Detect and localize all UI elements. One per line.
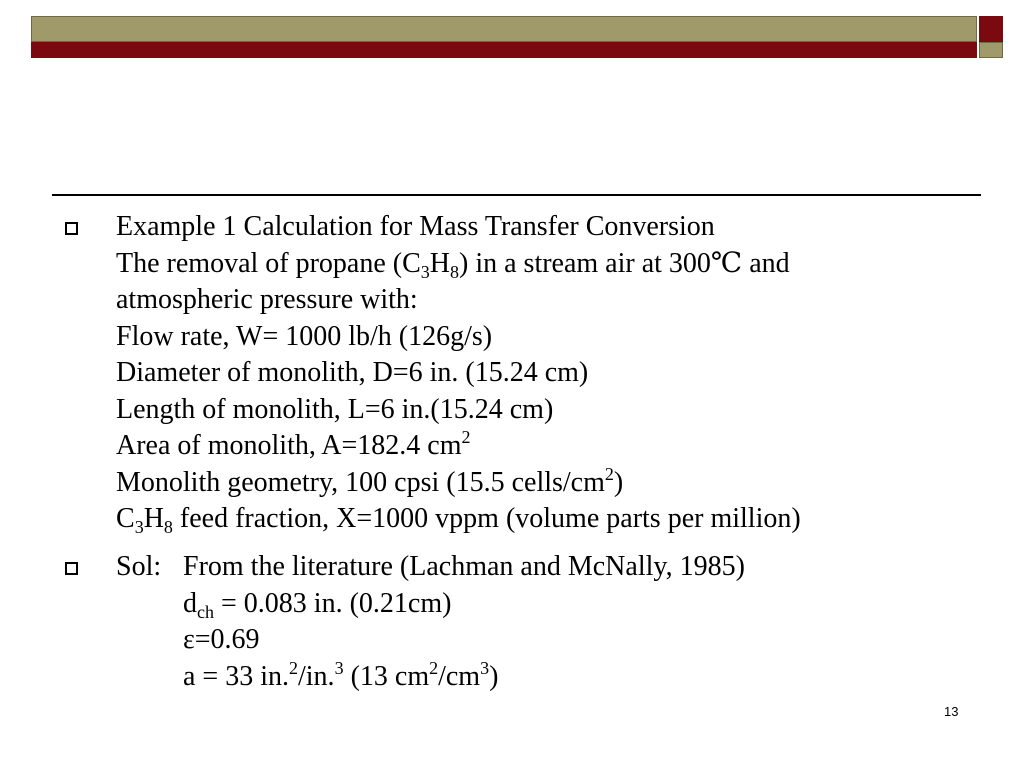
bullet-square-icon — [65, 222, 78, 235]
header-square-maroon — [979, 16, 1003, 42]
example-line-area: Area of monolith, A=182.4 $cm^2$ — [116, 427, 471, 461]
header-band-olive — [31, 16, 977, 42]
title-divider-line — [52, 194, 981, 196]
example-line-flow-rate: Flow rate, W= 1000 lb/h (126g/s) — [116, 320, 493, 352]
solution-line-channel-diameter: $d_{ch} = 0.083$ in. (0.21cm) — [183, 587, 452, 622]
example-line-propane: The removal of propane $(C_3H_8)$ in a stream air at 300℃ and — [116, 247, 790, 282]
example-heading: Example 1 Calculation for Mass Transfer Conversion — [116, 211, 715, 242]
example-line-diameter: Diameter of monolith, D=6 in. (15.24 cm) — [116, 357, 589, 388]
header-square-olive — [979, 42, 1003, 58]
bullet-square-icon — [65, 562, 78, 575]
example-block — [116, 209, 996, 538]
page-number: 13 — [944, 704, 959, 719]
example-line-geometry: Monolith geometry, 100 cpsi (15.5 cells/$cm^2$) — [116, 463, 624, 498]
example-line-feed-fraction: $C_3H_8$ feed fraction, X=1000 vppm (volume parts per million) — [116, 503, 801, 537]
header-band-maroon — [31, 42, 977, 58]
solution-line-void-fraction: ε=0.69 — [183, 624, 260, 655]
example-line-length: Length of monolith, L=6 in.(15.24 cm) — [116, 393, 554, 425]
solution-label: Sol: — [116, 551, 162, 582]
solution-line-surface-area: a = 33 in.$^2$/in.$^3$ (13 $cm^2/cm^3$) — [183, 657, 499, 692]
solution-block — [116, 549, 996, 695]
example-line-pressure: atmospheric pressure with: — [116, 284, 418, 315]
solution-line-literature: Sol: From the literature (Lachman and McNally, 1985) — [116, 549, 996, 586]
